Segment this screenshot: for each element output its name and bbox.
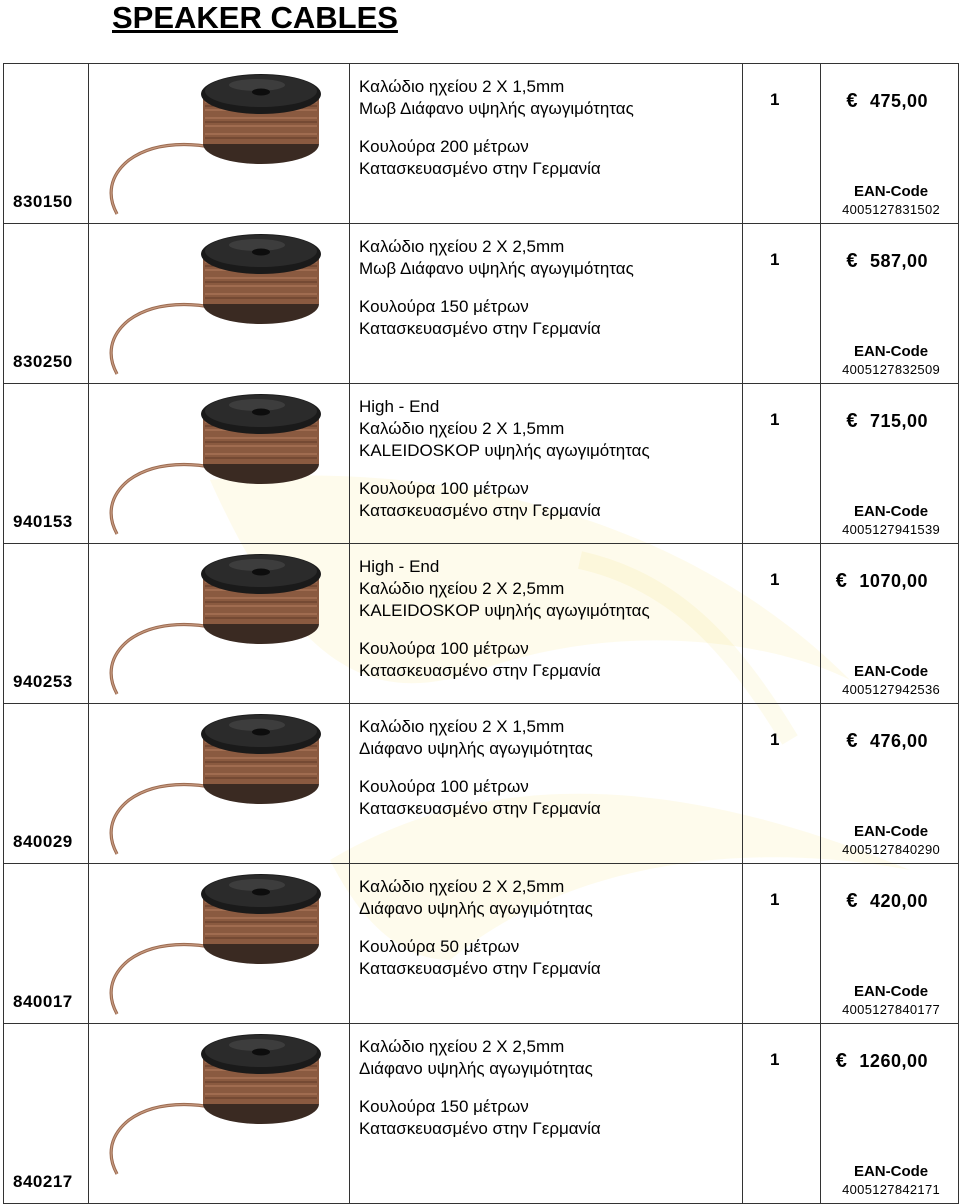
description-lines (350, 704, 742, 760)
price (836, 570, 928, 593)
price (836, 1050, 928, 1073)
product-description-cell (350, 1024, 743, 1204)
spool-info-line: Κατασκευασμένο στην Γερμανία (359, 1119, 601, 1138)
cable-spool-icon (89, 864, 350, 1024)
description-lines (350, 384, 742, 462)
quantity-cell (743, 1024, 821, 1204)
product-row (4, 64, 959, 224)
ean-block (842, 823, 940, 858)
product-row (4, 704, 959, 864)
description-line: Καλώδιο ηχείου 2 X 2,5mm (359, 237, 565, 256)
description-line: Καλώδιο ηχείου 2 X 1,5mm (359, 77, 565, 96)
product-code: 840017 (13, 992, 73, 1011)
price (846, 410, 928, 433)
product-code-cell (4, 384, 89, 544)
price-cell (821, 704, 959, 864)
description-lines (350, 1024, 742, 1080)
product-image-cell (89, 64, 350, 224)
product-description-cell (350, 544, 743, 704)
product-description-cell (350, 704, 743, 864)
quantity-cell (743, 64, 821, 224)
spool-info-line: Κουλούρα 150 μέτρων (359, 297, 529, 316)
ean-label: EAN-Code (853, 343, 929, 360)
quantity-cell (743, 224, 821, 384)
quantity-value: 1 (770, 730, 780, 749)
quantity-value: 1 (770, 250, 780, 269)
description-line: Καλώδιο ηχείου 2 X 2,5mm (359, 877, 565, 896)
cable-spool-icon (89, 1024, 350, 1184)
product-code: 840029 (13, 832, 73, 851)
spool-info-line: Κουλούρα 100 μέτρων (359, 479, 529, 498)
product-image-cell (89, 704, 350, 864)
product-code-cell (4, 864, 89, 1024)
product-table (3, 63, 959, 1204)
price-cell (821, 384, 959, 544)
description-line: Καλώδιο ηχείου 2 X 2,5mm (359, 579, 565, 598)
description-lines (350, 224, 742, 280)
product-code-cell (4, 704, 89, 864)
product-code: 840217 (13, 1172, 73, 1191)
product-image-cell (89, 544, 350, 704)
description-line: High - End (359, 397, 440, 416)
spool-info-line: Κατασκευασμένο στην Γερμανία (359, 159, 601, 178)
price-value: 1070,00 (859, 571, 928, 591)
ean-block (842, 983, 940, 1018)
ean-label: EAN-Code (853, 503, 929, 520)
description-line: Διάφανο υψηλής αγωγιμότητας (359, 739, 593, 758)
product-image-cell (89, 1024, 350, 1204)
price-cell (821, 544, 959, 704)
quantity-value: 1 (770, 890, 780, 909)
spool-info-line: Κουλούρα 100 μέτρων (359, 639, 529, 658)
price-cell (821, 224, 959, 384)
price (846, 730, 928, 753)
price (846, 90, 928, 113)
quantity-value: 1 (770, 410, 780, 429)
euro-sign-icon: € (846, 250, 858, 272)
ean-label: EAN-Code (853, 983, 929, 1000)
ean-number: 4005127842171 (842, 1182, 940, 1197)
quantity-value: 1 (770, 90, 780, 109)
spool-info-line: Κουλούρα 200 μέτρων (359, 137, 529, 156)
page-title: SPEAKER CABLES (112, 0, 398, 35)
spool-info-line: Κατασκευασμένο στην Γερμανία (359, 319, 601, 338)
product-description-cell (350, 224, 743, 384)
product-image-cell (89, 864, 350, 1024)
ean-number: 4005127840290 (842, 842, 940, 857)
quantity-value: 1 (770, 1050, 780, 1069)
euro-sign-icon: € (846, 730, 858, 752)
spool-info-line: Κουλούρα 100 μέτρων (359, 777, 529, 796)
ean-block (842, 503, 940, 538)
ean-number: 4005127840177 (842, 1002, 940, 1017)
cable-spool-icon (89, 384, 350, 544)
spool-info-line: Κουλούρα 150 μέτρων (359, 1097, 529, 1116)
spool-info-line: Κατασκευασμένο στην Γερμανία (359, 959, 601, 978)
ean-label: EAN-Code (853, 183, 929, 200)
product-code: 940253 (13, 672, 73, 691)
price-cell (821, 864, 959, 1024)
price-cell (821, 1024, 959, 1204)
spool-info-line: Κουλούρα 50 μέτρων (359, 937, 520, 956)
product-row (4, 1024, 959, 1204)
spool-info-lines (350, 120, 742, 180)
spool-info-lines (350, 622, 742, 682)
description-lines (350, 64, 742, 120)
price (846, 890, 928, 913)
ean-label: EAN-Code (853, 1163, 929, 1180)
description-lines (350, 544, 742, 622)
product-row (4, 864, 959, 1024)
product-description-cell (350, 64, 743, 224)
ean-number: 4005127942536 (842, 682, 940, 697)
euro-sign-icon: € (846, 890, 858, 912)
price-cell (821, 64, 959, 224)
euro-sign-icon: € (846, 410, 858, 432)
description-line: Καλώδιο ηχείου 2 X 1,5mm (359, 419, 565, 438)
ean-label: EAN-Code (853, 823, 929, 840)
product-row (4, 384, 959, 544)
product-row (4, 544, 959, 704)
ean-label: EAN-Code (853, 663, 929, 680)
quantity-cell (743, 864, 821, 1024)
spool-info-line: Κατασκευασμένο στην Γερμανία (359, 799, 601, 818)
cable-spool-icon (89, 224, 350, 384)
product-code-cell (4, 64, 89, 224)
product-description-cell (350, 384, 743, 544)
euro-sign-icon: € (835, 570, 848, 592)
spool-info-line: Κατασκευασμένο στην Γερμανία (359, 501, 601, 520)
description-line: High - End (359, 557, 440, 576)
product-code: 830150 (13, 192, 73, 211)
ean-number: 4005127831502 (842, 202, 940, 217)
price-value: 715,00 (869, 411, 928, 431)
ean-number: 4005127941539 (842, 522, 940, 537)
quantity-cell (743, 544, 821, 704)
ean-block (842, 663, 940, 698)
spool-info-lines (350, 1080, 742, 1140)
spool-info-lines (350, 280, 742, 340)
description-line: Καλώδιο ηχείου 2 X 1,5mm (359, 717, 565, 736)
euro-sign-icon: € (846, 90, 858, 112)
quantity-value: 1 (770, 570, 780, 589)
cable-spool-icon (89, 704, 350, 864)
price-value: 420,00 (869, 891, 928, 911)
ean-block (842, 1163, 940, 1198)
cable-spool-icon (89, 64, 350, 224)
description-line: Μωβ Διάφανο υψηλής αγωγιμότητας (359, 259, 634, 278)
price-value: 587,00 (869, 251, 928, 271)
ean-number: 4005127832509 (842, 362, 940, 377)
description-line: Διάφανο υψηλής αγωγιμότητας (359, 899, 593, 918)
price-value: 1260,00 (859, 1051, 928, 1071)
cable-spool-icon (89, 544, 350, 704)
description-line: Μωβ Διάφανο υψηλής αγωγιμότητας (359, 99, 634, 118)
product-code-cell (4, 224, 89, 384)
product-image-cell (89, 224, 350, 384)
quantity-cell (743, 384, 821, 544)
spool-info-lines (350, 920, 742, 980)
description-line: KALEIDOSKOP υψηλής αγωγιμότητας (359, 441, 650, 460)
description-line: Διάφανο υψηλής αγωγιμότητας (359, 1059, 593, 1078)
euro-sign-icon: € (835, 1050, 848, 1072)
product-code: 940153 (13, 512, 73, 531)
product-description-cell (350, 864, 743, 1024)
product-code-cell (4, 544, 89, 704)
ean-block (842, 183, 940, 218)
quantity-cell (743, 704, 821, 864)
spool-info-lines (350, 760, 742, 820)
product-image-cell (89, 384, 350, 544)
description-line: KALEIDOSKOP υψηλής αγωγιμότητας (359, 601, 650, 620)
ean-block (842, 343, 940, 378)
product-code-cell (4, 1024, 89, 1204)
product-row (4, 224, 959, 384)
price (846, 250, 928, 273)
description-lines (350, 864, 742, 920)
spool-info-line: Κατασκευασμένο στην Γερμανία (359, 661, 601, 680)
spool-info-lines (350, 462, 742, 522)
price-value: 476,00 (869, 731, 928, 751)
product-code: 830250 (13, 352, 73, 371)
description-line: Καλώδιο ηχείου 2 X 2,5mm (359, 1037, 565, 1056)
price-value: 475,00 (869, 91, 928, 111)
